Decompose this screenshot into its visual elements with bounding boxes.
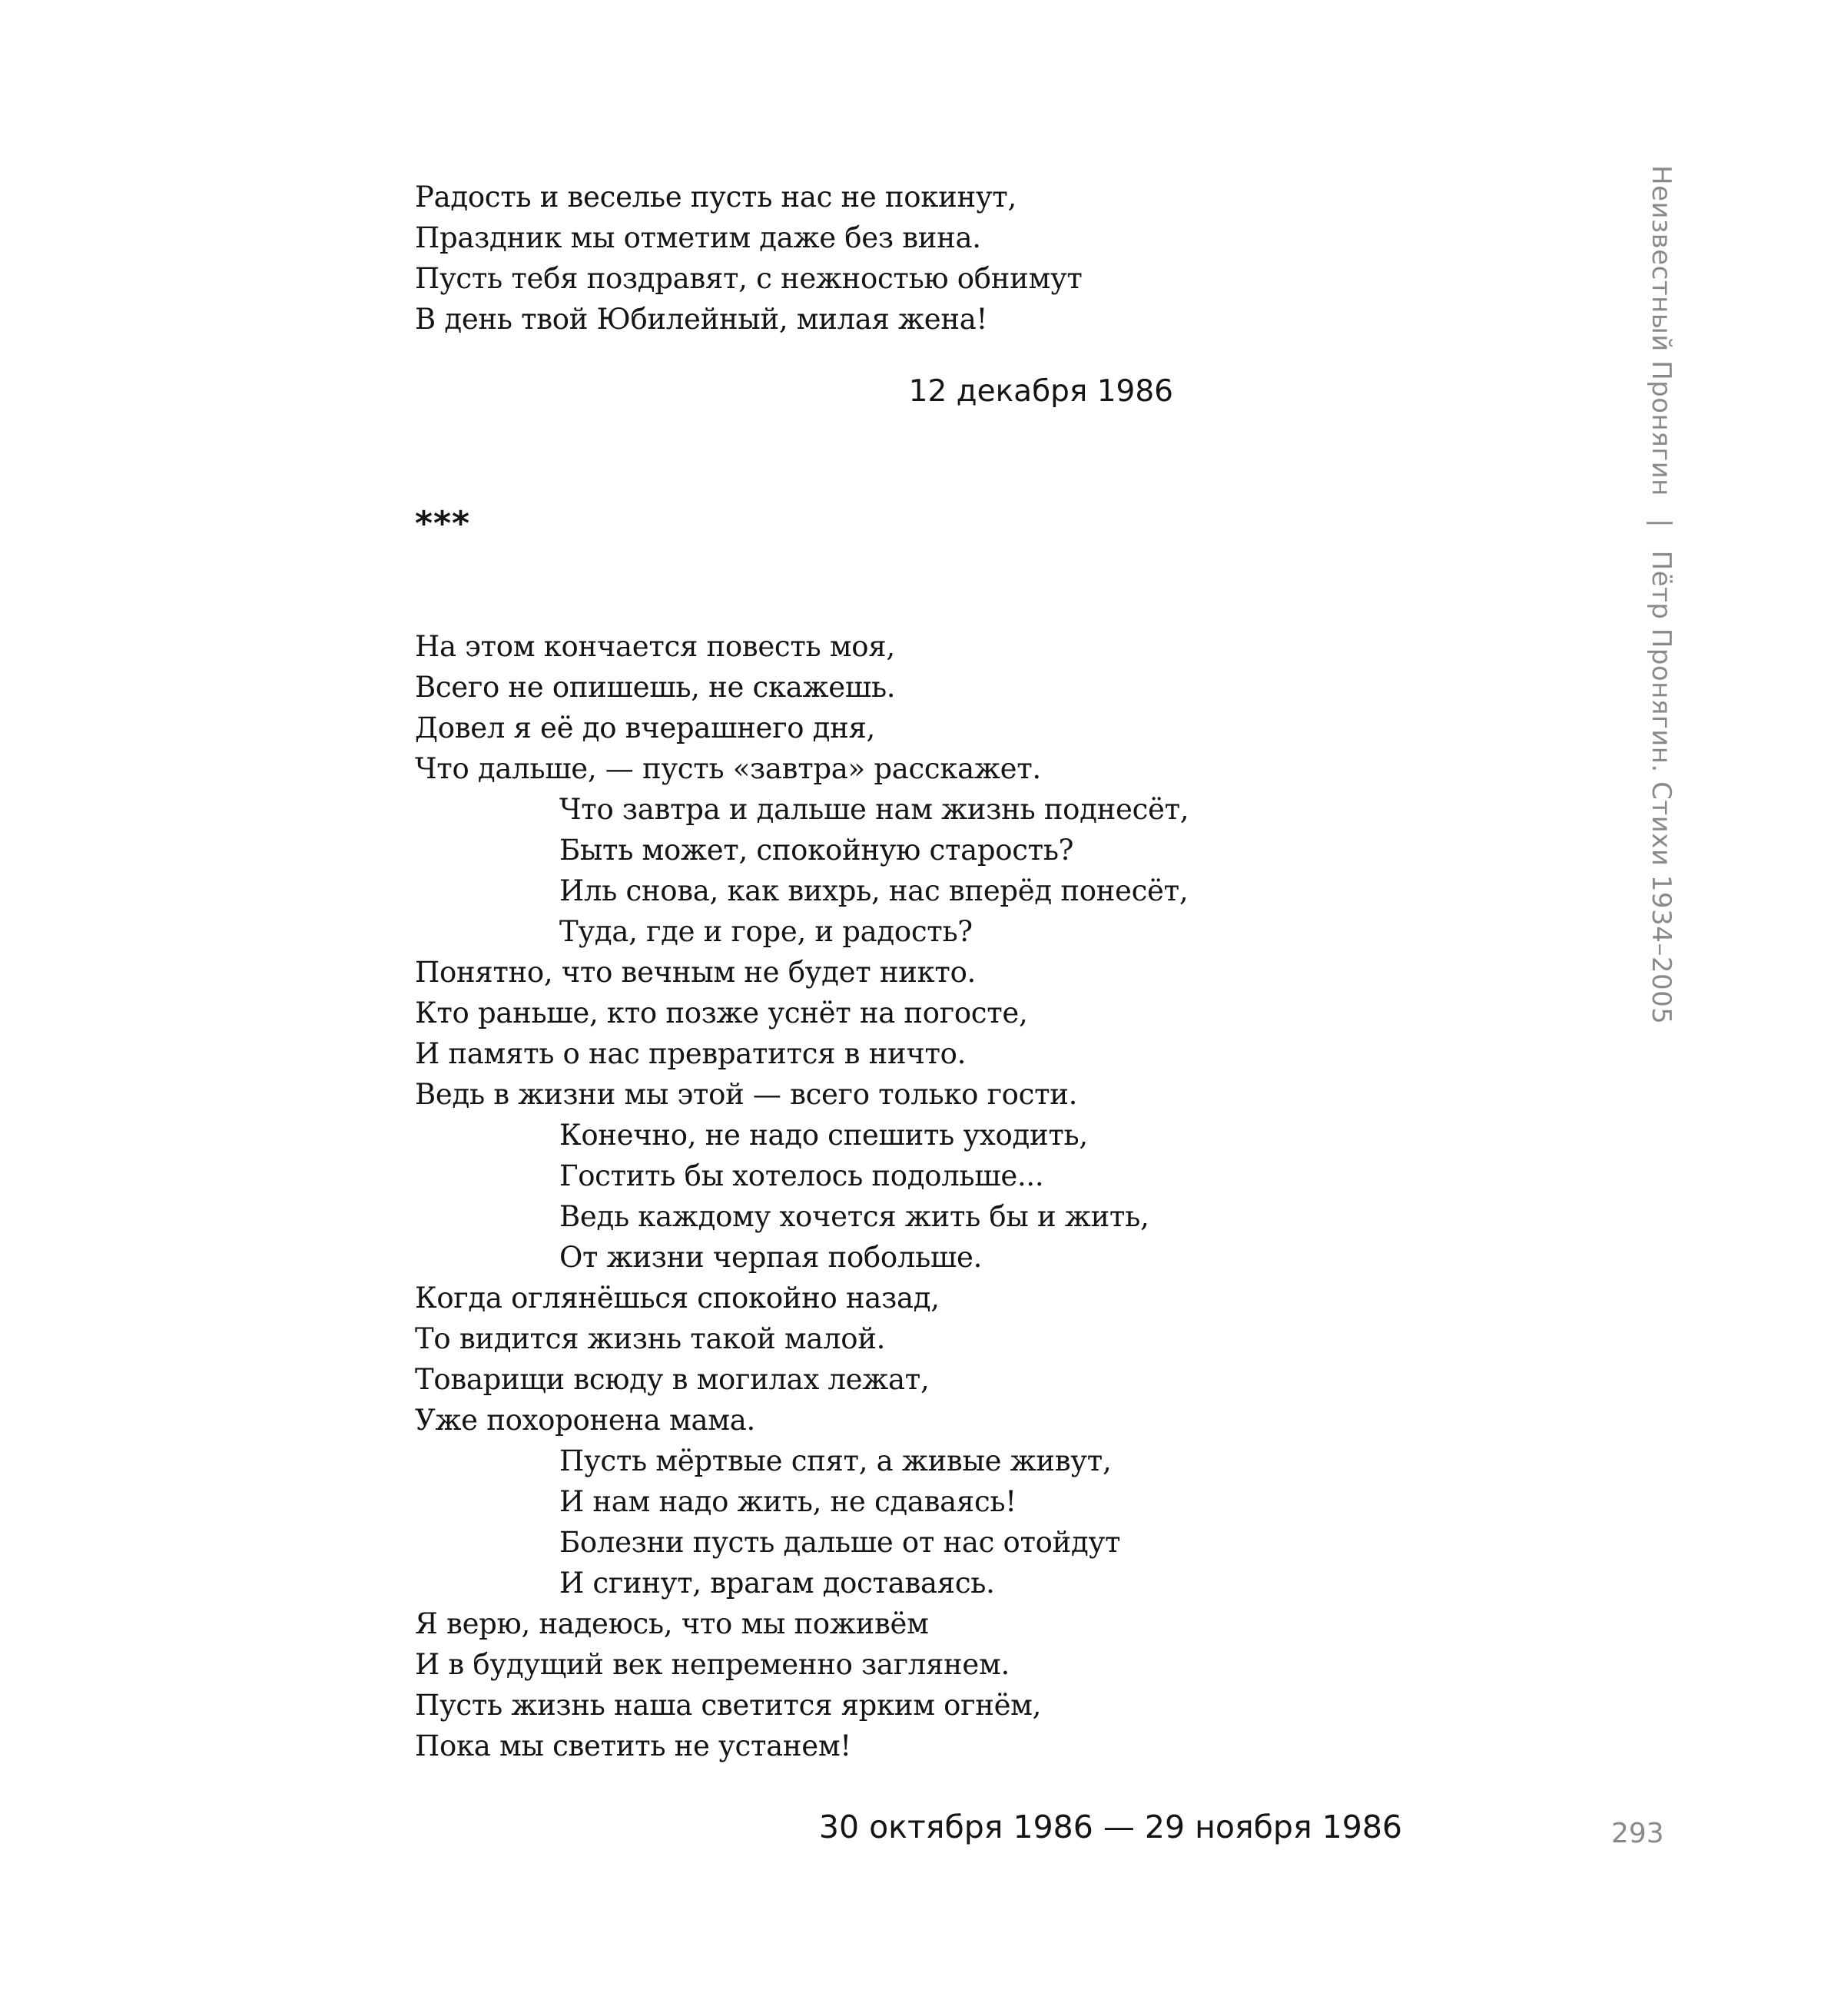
- poem-line-indented: Иль снова, как вихрь, нас вперёд понесёт,: [559, 874, 1189, 907]
- running-head-separator: |: [1646, 519, 1677, 529]
- poem-line: На этом кончается повесть моя,: [415, 630, 895, 663]
- poem-line: Товарищи всюду в могилах лежат,: [415, 1363, 930, 1396]
- page-number: 293: [1611, 1818, 1664, 1849]
- poem-line-indented: Болезни пусть дальше от нас отойдут: [559, 1526, 1121, 1559]
- poem-1-stanza: [415, 177, 1083, 340]
- poem-line: И память о нас превратится в ничто.: [415, 1037, 967, 1070]
- poem-line-indented: И сгинут, врагам доставаясь.: [559, 1567, 995, 1600]
- running-head-subtitle: Пётр Пронягин. Стихи 1934–2005: [1646, 550, 1677, 1025]
- poem-line: Пусть тебя поздравят, с нежностью обнимут: [415, 262, 1083, 295]
- poem-line: Пусть жизнь наша светится ярким огнём,: [415, 1689, 1042, 1722]
- poem-line: Понятно, что вечным не будет никто.: [415, 956, 977, 989]
- poem-line: И в будущий век непременно заглянем.: [415, 1648, 1010, 1681]
- poem-2-body: [415, 626, 1189, 1766]
- poem-line-indented: Туда, где и горе, и радость?: [559, 915, 973, 948]
- poem-line: То видится жизнь такой малой.: [415, 1322, 886, 1355]
- poem-line-indented: Гостить бы хотелось подольше...: [559, 1159, 1044, 1192]
- poem-line: Что дальше, — пусть «завтра» расскажет.: [415, 752, 1041, 785]
- poem-line: В день твой Юбилейный, милая жена!: [415, 303, 988, 336]
- poem-line: Радость и веселье пусть нас не покинут,: [415, 181, 1017, 214]
- poem-line: Уже похоронена мама.: [415, 1404, 755, 1437]
- poem-line: Я верю, надеюсь, что мы поживём: [415, 1607, 929, 1640]
- poem-line: Праздник мы отметим даже без вина.: [415, 221, 981, 254]
- poem-line-indented: Ведь каждому хочется жить бы и жить,: [559, 1200, 1149, 1233]
- poem-line: Довел я её до вчерашнего дня,: [415, 711, 875, 744]
- poem-line-indented: И нам надо жить, не сдаваясь!: [559, 1485, 1017, 1518]
- running-head: [1646, 165, 1677, 1024]
- poem-line: Ведь в жизни мы этой — всего только гости.: [415, 1078, 1078, 1111]
- poem-line: Пока мы светить не устанем!: [415, 1729, 851, 1762]
- poem-2-date: 30 октября 1986 — 29 ноября 1986: [818, 1809, 1402, 1845]
- running-head-book-title: Неизвестный Пронягин: [1646, 165, 1677, 496]
- poem-1-date: 12 декабря 1986: [908, 374, 1173, 409]
- section-separator-asterisks: ***: [415, 504, 471, 543]
- poem-line-indented: От жизни черпая побольше.: [559, 1241, 983, 1274]
- poem-line: Кто раньше, кто позже уснёт на погосте,: [415, 996, 1028, 1030]
- poem-line: Когда оглянёшься спокойно назад,: [415, 1282, 940, 1315]
- poem-line-indented: Быть может, спокойную старость?: [559, 834, 1074, 867]
- poem-line-indented: Что завтра и дальше нам жизнь поднесёт,: [559, 793, 1189, 826]
- poem-line-indented: Конечно, не надо спешить уходить,: [559, 1119, 1088, 1152]
- poem-line: Всего не опишешь, не скажешь.: [415, 671, 896, 704]
- poem-line-indented: Пусть мёртвые спят, а живые живут,: [559, 1444, 1112, 1477]
